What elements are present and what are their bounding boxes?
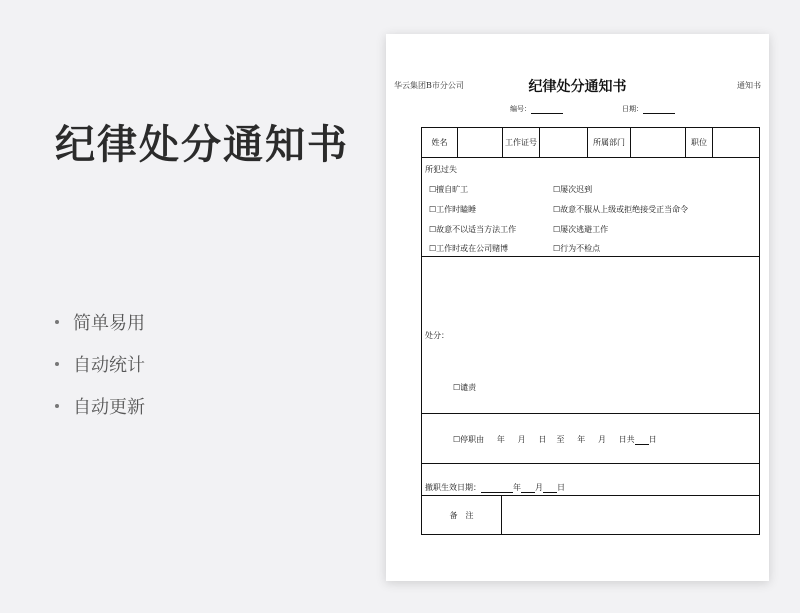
feature-item bbox=[55, 312, 145, 354]
company-name: 华云集团B市分公司 bbox=[394, 81, 464, 90]
year-label: 年 bbox=[513, 483, 521, 492]
position-value bbox=[713, 128, 759, 157]
feature-item bbox=[55, 354, 145, 396]
day-blank bbox=[543, 484, 557, 493]
suspension-section bbox=[422, 414, 759, 464]
effective-date-line bbox=[425, 482, 565, 493]
fault-option: ☐行为不检点 bbox=[553, 244, 601, 253]
suspension-line bbox=[453, 434, 657, 445]
name-label: 姓名 bbox=[422, 128, 458, 157]
month-label: 月 bbox=[517, 435, 526, 444]
fault-option: ☐屡次迟到 bbox=[553, 185, 593, 194]
fault-option: ☐屡次逃避工作 bbox=[553, 225, 609, 234]
bullet-icon bbox=[55, 320, 59, 324]
effective-date-row bbox=[422, 464, 759, 496]
faults-section bbox=[422, 158, 759, 257]
year-label: 年 bbox=[577, 435, 586, 444]
faults-label: 所犯过失 bbox=[425, 165, 457, 174]
reprimand-option: ☐谴责 bbox=[453, 383, 477, 392]
days-blank bbox=[635, 436, 649, 445]
date-label: 日期： bbox=[622, 105, 643, 113]
month-label: 月 bbox=[535, 483, 543, 492]
day-label: 日 bbox=[557, 483, 565, 492]
day-total-label: 日共 bbox=[618, 435, 635, 444]
department-label: 所属部门 bbox=[588, 128, 631, 157]
bullet-icon bbox=[55, 362, 59, 366]
day-label: 日 bbox=[648, 435, 657, 444]
fault-option: ☐故意不服从上级或拒绝接受正当命令 bbox=[553, 205, 689, 214]
feature-item bbox=[55, 396, 145, 438]
month-blank bbox=[521, 484, 535, 493]
suspension-option: ☐停职由 bbox=[453, 435, 485, 444]
effective-date-label: 撤职生效日期： bbox=[425, 483, 481, 492]
position-label: 职位 bbox=[686, 128, 713, 157]
remarks-label: 备 注 bbox=[422, 496, 502, 534]
punishment-section bbox=[422, 257, 759, 414]
date-blank bbox=[643, 105, 675, 114]
feature-list bbox=[55, 312, 145, 438]
fault-option: ☐故意不以适当方法工作 bbox=[429, 225, 517, 234]
name-value bbox=[458, 128, 503, 157]
badge-no-label: 工作证号 bbox=[503, 128, 540, 157]
info-row bbox=[422, 128, 759, 158]
date-line bbox=[622, 104, 675, 114]
fault-option: ☐工作时瞌睡 bbox=[429, 205, 477, 214]
feature-label: 自动更新 bbox=[73, 397, 145, 418]
hero-title: 纪律处分通知书 bbox=[55, 122, 349, 168]
document-preview bbox=[386, 34, 769, 581]
day-label: 日 bbox=[538, 435, 547, 444]
number-blank bbox=[531, 105, 563, 114]
feature-label: 自动统计 bbox=[73, 355, 145, 376]
punishment-label: 处分： bbox=[425, 331, 449, 340]
number-line bbox=[510, 104, 563, 114]
year-blank bbox=[481, 484, 513, 493]
feature-label: 简单易用 bbox=[73, 313, 145, 334]
remarks-row bbox=[422, 496, 759, 534]
to-label: 至 bbox=[556, 435, 565, 444]
fault-option: ☐工作时或在公司赌博 bbox=[429, 244, 509, 253]
bullet-icon bbox=[55, 404, 59, 408]
document-tag: 通知书 bbox=[737, 81, 761, 90]
discipline-form bbox=[421, 127, 760, 535]
fault-option: ☐擅自旷工 bbox=[429, 185, 469, 194]
badge-no-value bbox=[540, 128, 588, 157]
month-label: 月 bbox=[597, 435, 606, 444]
department-value bbox=[631, 128, 686, 157]
year-label: 年 bbox=[496, 435, 505, 444]
document-title: 纪律处分通知书 bbox=[528, 79, 627, 95]
number-label: 编号： bbox=[510, 105, 531, 113]
